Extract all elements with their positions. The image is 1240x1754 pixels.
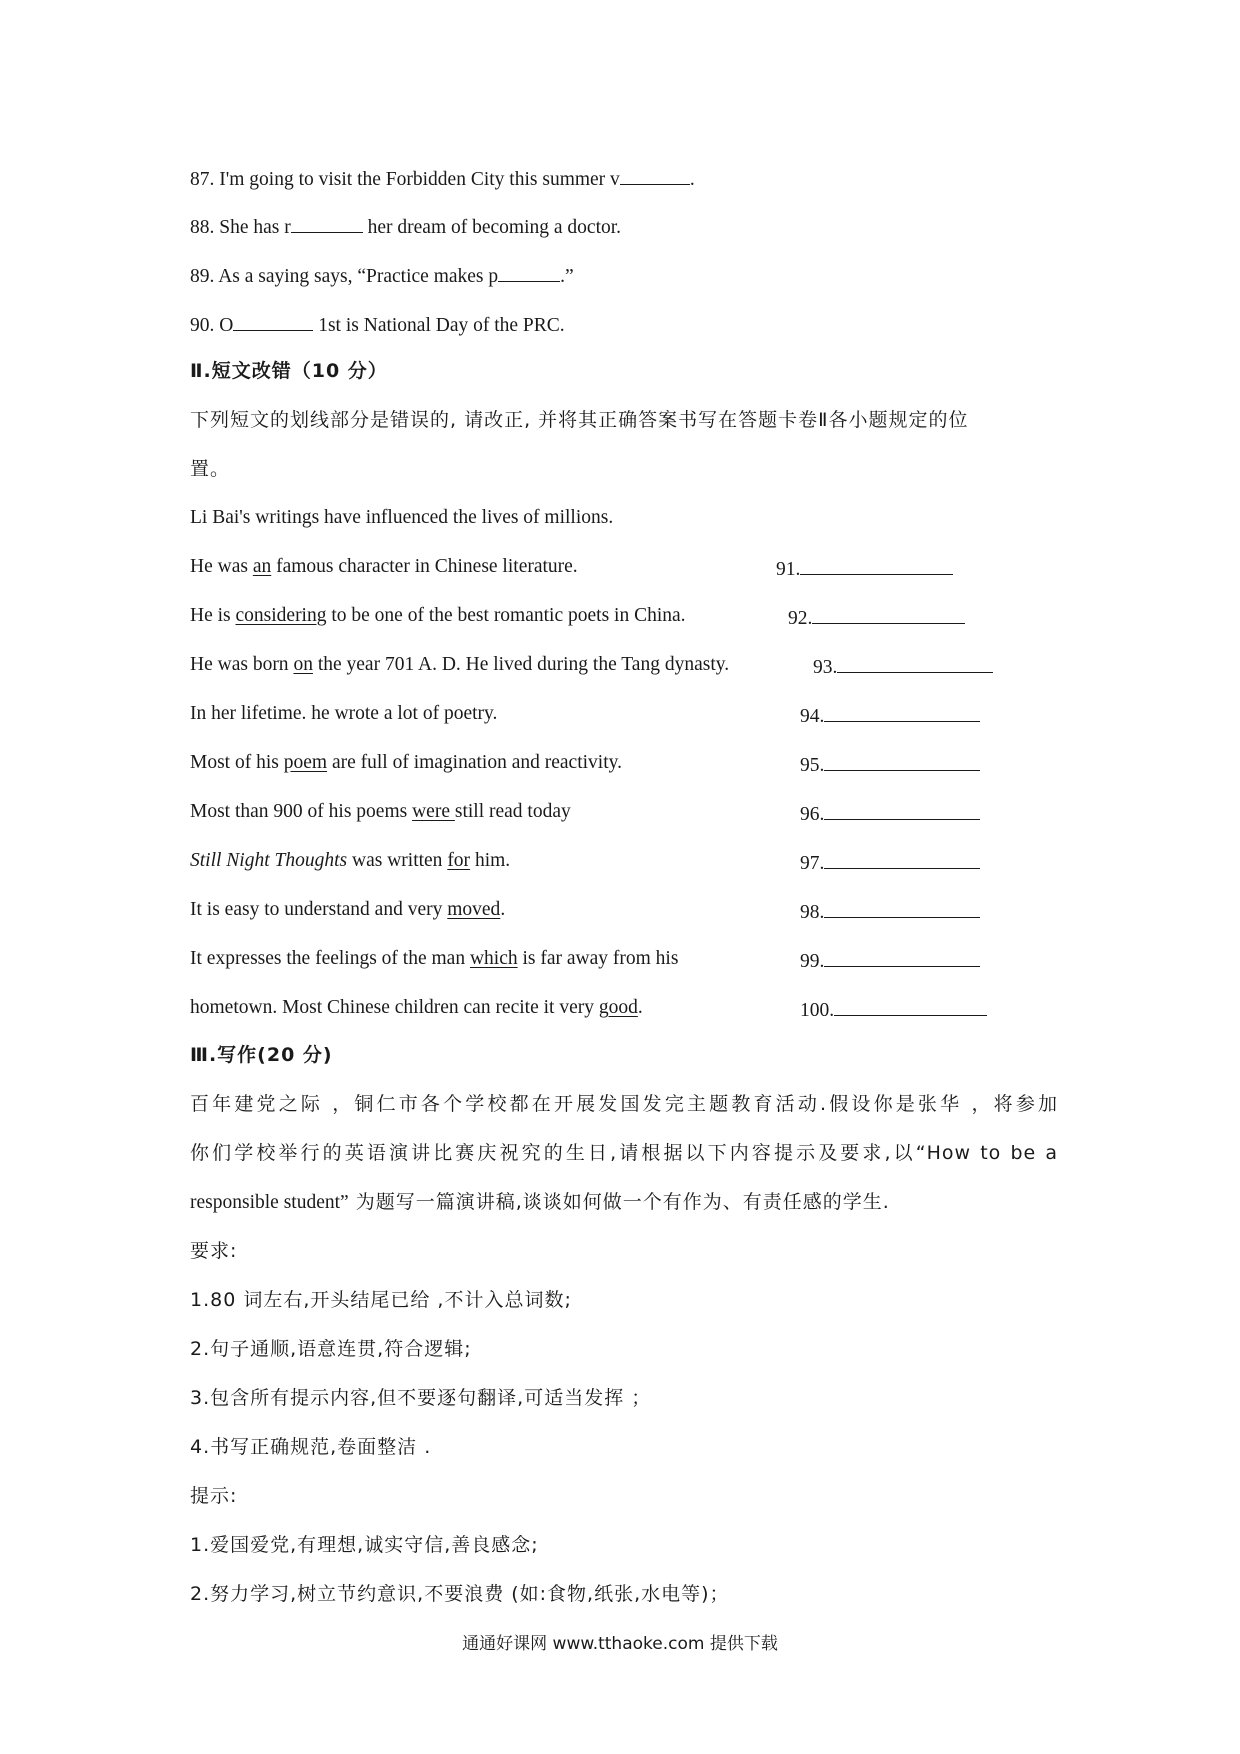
requirement-item: 1.80 词左右,开头结尾已给 ,不计入总词数; <box>190 1289 572 1311</box>
underlined-error: which <box>469 948 518 969</box>
sentence-text: the year 701 A. D. He lived during the Tang dynasty. <box>312 654 730 675</box>
sentence-text: still read today <box>454 801 571 822</box>
sentence-text: Most than 900 of his poems <box>190 801 413 822</box>
poem-title: Still Night Thoughts <box>190 850 348 871</box>
correction-sentence <box>190 799 571 825</box>
requirements-label: 要求: <box>190 1240 238 1262</box>
question-90 <box>190 310 565 339</box>
answer-slot <box>800 995 987 1024</box>
correction-sentence <box>190 750 622 776</box>
section-3-heading: Ⅲ.写作(20 分) <box>190 1044 333 1066</box>
underlined-error: for <box>447 850 471 871</box>
correction-sentence <box>190 995 643 1021</box>
sentence-text: In her lifetime. he wrote a lot of poetry. <box>190 703 498 724</box>
sentence-text: He was born <box>190 654 294 675</box>
writing-prompt-text: 为题写一篇演讲稿,谈谈如何做一个有作为、有责任感的学生. <box>348 1191 890 1213</box>
underlined-error: poem <box>283 752 328 773</box>
sentence-text: hometown. Most Chinese children can recite it very <box>190 997 599 1018</box>
underlined-error: considering <box>235 605 327 626</box>
hints-label: 提示: <box>190 1485 238 1507</box>
answer-number: 91. <box>776 559 801 580</box>
answer-blank <box>837 652 993 673</box>
answer-blank <box>620 164 690 185</box>
section-2-heading: Ⅱ.短文改错（10 分） <box>190 360 388 382</box>
sentence-text: to be one of the best romantic poets in China. <box>326 605 686 626</box>
passage-intro-line: Li Bai's writings have influenced the lives of millions. <box>190 507 614 528</box>
underlined-error: an <box>252 556 272 577</box>
underlined-error: on <box>293 654 313 675</box>
answer-blank <box>812 603 965 624</box>
correction-sentence <box>190 701 497 727</box>
hint-item: 2.努力学习,树立节约意识,不要浪费 (如:食物,纸张,水电等)； <box>190 1583 730 1605</box>
answer-slot <box>800 701 980 730</box>
answer-blank <box>824 848 980 869</box>
correction-sentence <box>190 897 505 923</box>
question-text: She has r <box>219 217 291 238</box>
correction-sentence <box>190 652 729 678</box>
answer-number: 100. <box>800 1000 835 1021</box>
requirement-item: 4.书写正确规范,卷面整洁 . <box>190 1436 432 1458</box>
question-87 <box>190 164 695 193</box>
answer-blank <box>824 799 980 820</box>
question-number: 89. <box>190 266 215 287</box>
answer-blank <box>233 310 313 331</box>
question-text: . <box>689 169 695 190</box>
sentence-text: famous character in Chinese literature. <box>271 556 578 577</box>
answer-number: 93. <box>813 657 838 678</box>
answer-blank <box>824 946 980 967</box>
sentence-text: It is easy to understand and very <box>190 899 448 920</box>
sentence-text: was written <box>347 850 448 871</box>
answer-slot <box>800 848 980 877</box>
requirement-item: 3.包含所有提示内容,但不要逐句翻译,可适当发挥 ； <box>190 1387 652 1409</box>
question-89 <box>190 261 574 290</box>
question-number: 87. <box>190 169 215 190</box>
answer-number: 99. <box>800 951 825 972</box>
answer-number: 95. <box>800 755 825 776</box>
question-text: As a saying says, “Practice makes p <box>218 266 499 287</box>
correction-sentence <box>190 946 678 972</box>
answer-blank <box>800 554 953 575</box>
answer-number: 97. <box>800 853 825 874</box>
underlined-error: were <box>412 801 455 822</box>
requirement-item: 2.句子通顺,语意连贯,符合逻辑; <box>190 1338 472 1360</box>
correction-sentence <box>190 554 578 580</box>
answer-slot <box>800 897 980 926</box>
sentence-text: It expresses the feelings of the man <box>190 948 470 969</box>
question-text: her dream of becoming a doctor. <box>362 217 622 238</box>
answer-slot <box>813 652 993 681</box>
writing-prompt-line-3 <box>190 1189 890 1216</box>
underlined-error: moved <box>447 899 501 920</box>
answer-blank <box>824 897 980 918</box>
hint-item: 1.爱国爱党,有理想,诚实守信,善良感念; <box>190 1534 539 1556</box>
question-text: 1st is National Day of the PRC. <box>313 315 565 336</box>
answer-number: 96. <box>800 804 825 825</box>
question-88 <box>190 212 621 241</box>
page-footer: 通通好课网 www.tthaoke.com 提供下载 <box>462 1634 778 1654</box>
correction-sentence <box>190 603 686 629</box>
answer-slot <box>800 799 980 828</box>
answer-number: 94. <box>800 706 825 727</box>
answer-blank <box>824 701 980 722</box>
answer-blank <box>824 750 980 771</box>
sentence-text: is far away from his <box>517 948 679 969</box>
answer-number: 98. <box>800 902 825 923</box>
question-number: 88. <box>190 217 215 238</box>
sentence-text: . <box>637 997 643 1018</box>
question-text: .” <box>560 266 574 287</box>
sentence-text: are full of imagination and reactivity. <box>327 752 622 773</box>
answer-blank <box>498 261 560 282</box>
underlined-error: good <box>598 997 638 1018</box>
writing-prompt-line-1: 百年建党之际 ，铜仁市各个学校都在开展发国发完主题教育活动.假设你是张华 ，将参加 <box>190 1093 1058 1115</box>
sentence-text: Most of his <box>190 752 284 773</box>
answer-slot <box>776 554 953 583</box>
answer-blank <box>291 212 363 233</box>
section-2-instruction: 下列短文的划线部分是错误的, 请改正, 并将其正确答案书写在答题卡卷Ⅱ各小题规定的位 <box>190 409 969 431</box>
section-2-instruction-cont: 置。 <box>190 458 231 480</box>
question-text: O <box>219 315 234 336</box>
answer-blank <box>834 995 987 1016</box>
question-number: 90. <box>190 315 215 336</box>
sentence-text: He was <box>190 556 253 577</box>
sentence-text: him. <box>470 850 511 871</box>
answer-slot <box>788 603 965 632</box>
sentence-text: He is <box>190 605 236 626</box>
question-text: I'm going to visit the Forbidden City this summer v <box>219 169 620 190</box>
answer-slot <box>800 946 980 975</box>
writing-prompt-line-2: 你们学校举行的英语演讲比赛庆祝究的生日,请根据以下内容提示及要求,以“How to be a <box>190 1142 1058 1164</box>
answer-number: 92. <box>788 608 813 629</box>
answer-slot <box>800 750 980 779</box>
correction-sentence <box>190 848 510 874</box>
essay-title-text: responsible student” <box>190 1192 349 1213</box>
sentence-text: . <box>500 899 506 920</box>
